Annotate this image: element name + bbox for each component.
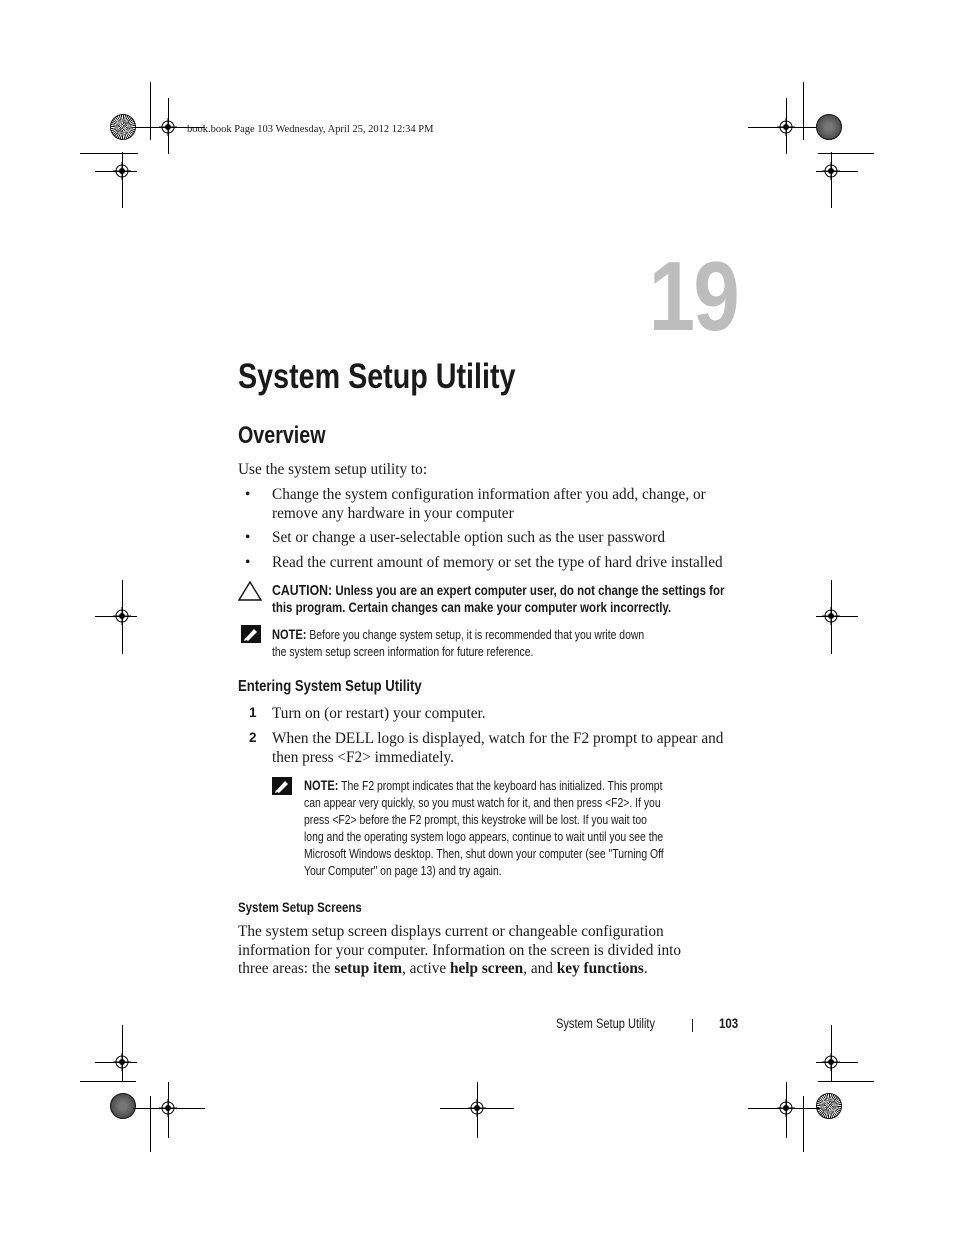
caution-block <box>272 582 824 616</box>
screens-heading: System Setup Screens <box>238 899 362 915</box>
registration-rosette-icon <box>816 114 842 140</box>
bullet-text: remove any hardware in your computer <box>272 504 514 522</box>
bullet-text: Change the system configuration information after you add, change, or <box>272 486 706 503</box>
note-text: can appear very quickly, so you must watch for it, and then press <F2>. If you <box>304 796 661 810</box>
registration-target-icon <box>822 162 840 180</box>
note-text: Microsoft Windows desktop. Then, shut down your computer (see "Turning Off <box>304 847 664 861</box>
registration-rosette-icon <box>110 114 136 140</box>
caution-text: this program. Certain changes can make your computer work incorrectly. <box>272 599 672 615</box>
overview-heading: Overview <box>238 422 326 449</box>
bullet-glyph: • <box>245 486 251 503</box>
registration-target-icon <box>113 162 131 180</box>
note-label: NOTE: <box>304 778 339 793</box>
overview-intro: Use the system setup utility to: <box>238 461 428 478</box>
chapter-title: System Setup Utility <box>238 357 516 396</box>
caution-icon <box>238 581 262 601</box>
footer-divider <box>692 1019 693 1032</box>
term-help-screen: help screen <box>449 960 524 977</box>
entering-heading: Entering System Setup Utility <box>238 678 422 695</box>
registration-target-icon <box>777 1099 795 1117</box>
bullet-glyph: • <box>245 554 251 571</box>
note-text: press <F2> before the F2 prompt, this keystroke will be lost. If you wait too <box>304 813 647 827</box>
footer-chapter-title: System Setup Utility <box>556 1016 656 1031</box>
step-number: 2 <box>249 730 257 745</box>
registration-rosette-icon <box>110 1093 136 1119</box>
note-text: Your Computer" on page 13) and try again. <box>304 864 502 878</box>
page-number: 103 <box>719 1015 739 1031</box>
registration-target-icon <box>777 118 795 136</box>
step-text: Turn on (or restart) your computer. <box>272 705 486 722</box>
list-item <box>0 529 954 549</box>
list-item <box>0 554 954 574</box>
term-setup-item: setup item <box>334 960 402 977</box>
note-pencil-icon <box>240 624 262 644</box>
note-text: long and the operating system logo appears, continue to wait until you see the <box>304 830 664 844</box>
caution-label: CAUTION: <box>272 582 333 599</box>
bullet-text: Read the current amount of memory or set the type of hard drive installed <box>272 554 723 571</box>
chapter-number: 19 <box>648 241 738 351</box>
step-text: When the DELL logo is displayed, watch for the F2 prompt to appear and then press <F2> immediately. <box>272 730 724 766</box>
note-block <box>304 777 743 880</box>
registration-target-icon <box>468 1099 486 1117</box>
note-pencil-icon <box>271 776 293 796</box>
note-text: The F2 prompt indicates that the keyboard has initialized. This prompt <box>341 779 663 793</box>
note-text: Before you change system setup, it is recommended that you write down <box>309 628 645 642</box>
step-number: 1 <box>249 705 257 720</box>
term-key-functions: key functions <box>556 960 644 977</box>
registration-target-icon <box>159 1099 177 1117</box>
registration-rosette-icon <box>816 1093 842 1119</box>
registration-target-icon <box>113 1053 131 1071</box>
list-item <box>0 486 954 526</box>
registration-target-icon <box>113 607 131 625</box>
registration-target-icon <box>822 1053 840 1071</box>
registration-target-icon <box>159 118 177 136</box>
registration-target-icon <box>822 607 840 625</box>
note-text: the system setup screen information for future reference. <box>272 645 534 659</box>
note-label: NOTE: <box>272 627 307 642</box>
bullet-glyph: • <box>245 529 251 546</box>
bullet-text: Set or change a user-selectable option such as the user password <box>272 529 666 546</box>
caution-text: Unless you are an expert computer user, do not change the settings for <box>335 582 725 598</box>
note-block <box>272 626 726 661</box>
print-slug: book.book Page 103 Wednesday, April 25, 2012 12:34 PM <box>187 124 434 135</box>
screens-paragraph: The system setup screen displays current or changeable configuration information for your computer. Information on the screen is divided into three areas: the setup item, active help screen, and key functions. <box>238 923 682 977</box>
